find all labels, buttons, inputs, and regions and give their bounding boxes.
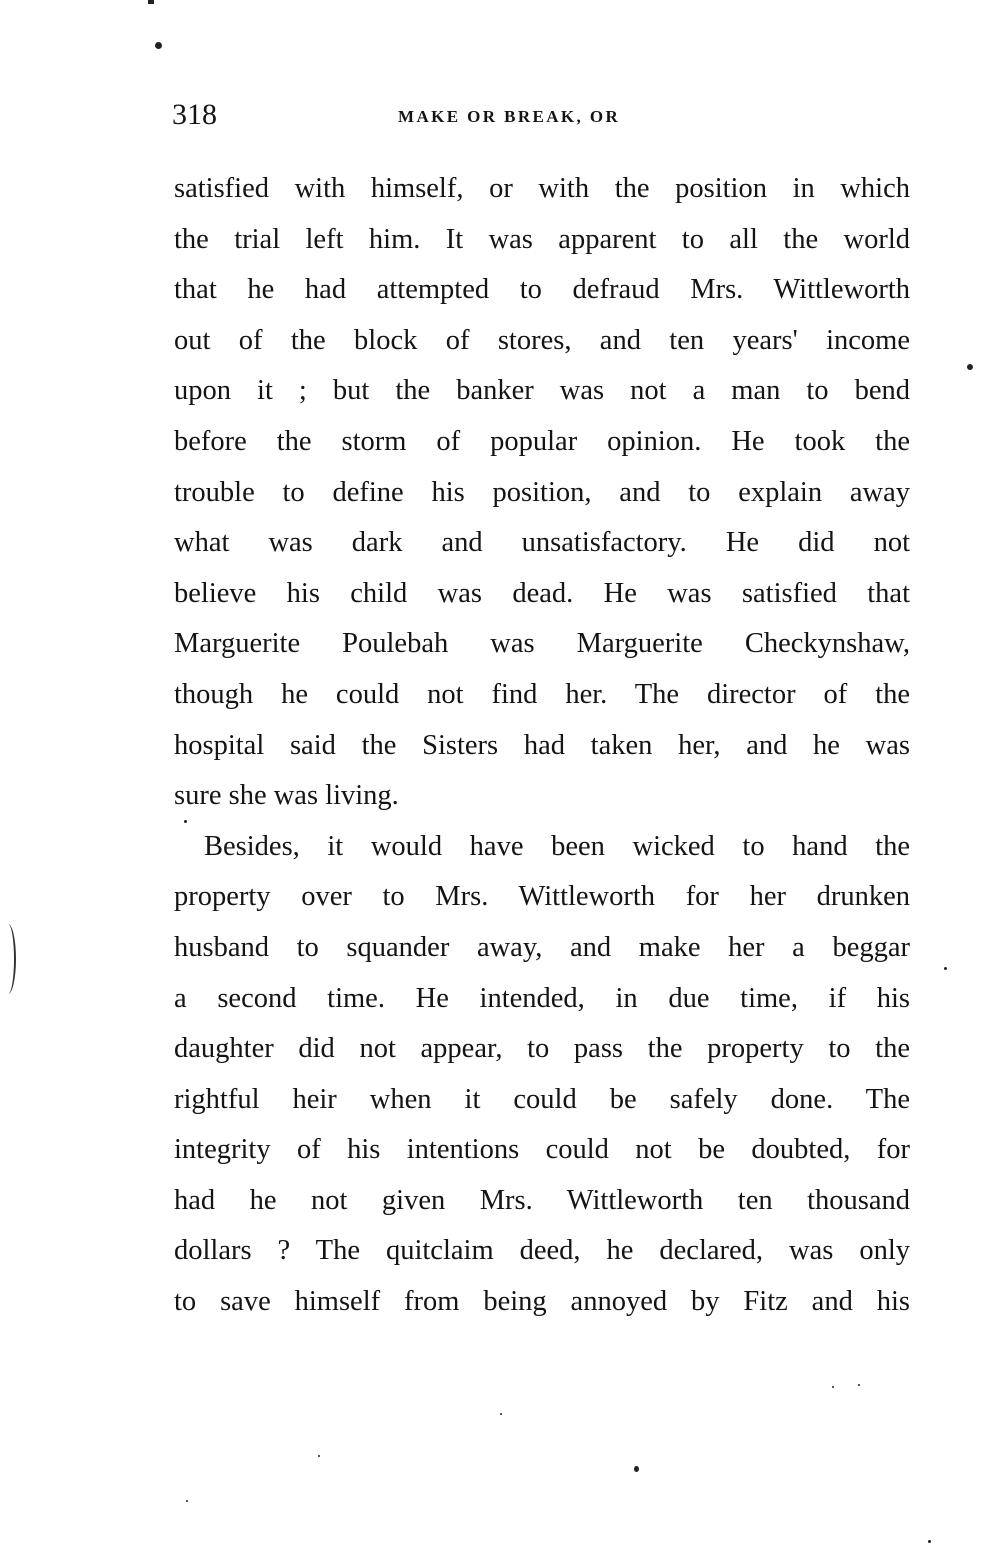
body-text <box>174 164 910 1328</box>
scan-speck <box>634 1466 639 1472</box>
scan-speck <box>858 1384 860 1386</box>
text-line: to save himself from being annoyed by Fitz and his <box>174 1286 910 1318</box>
text-line: dollars ? The quitclaim deed, he declared, was only <box>174 1235 910 1267</box>
paragraph-2 <box>174 822 910 1328</box>
scan-speck <box>318 1455 320 1457</box>
page-number: 318 <box>172 98 217 131</box>
text-line: believe his child was dead. He was satisfied that <box>174 577 910 609</box>
scan-speck <box>186 1500 188 1502</box>
text-line: trouble to define his position, and to explain away <box>174 476 910 508</box>
text-line: Besides, it would have been wicked to hand the <box>204 830 910 862</box>
text-line: upon it ; but the banker was not a man to bend <box>174 375 910 407</box>
text-line: integrity of his intentions could not be doubted, for <box>174 1134 910 1166</box>
scan-speck <box>184 820 187 823</box>
scan-speck <box>928 1540 931 1543</box>
page-header <box>172 95 912 135</box>
paragraph-1 <box>174 164 910 822</box>
text-line: hospital said the Sisters had taken her, and he was <box>174 729 910 761</box>
text-line: satisfied with himself, or with the position in which <box>174 173 910 204</box>
text-line: property over to Mrs. Wittleworth for her drunken <box>174 881 910 913</box>
text-line: a second time. He intended, in due time, if his <box>174 982 910 1014</box>
scan-speck <box>155 42 162 49</box>
scan-speck <box>832 1386 834 1388</box>
text-line: out of the block of stores, and ten years' income <box>174 324 910 356</box>
text-line: Marguerite Poulebah was Marguerite Checkynshaw, <box>174 628 910 660</box>
text-line: though he could not find her. The director of the <box>174 678 910 710</box>
text-line: had he not given Mrs. Wittleworth ten thousand <box>174 1184 910 1216</box>
text-line: husband to squander away, and make her a beggar <box>174 931 910 963</box>
scan-speck <box>944 967 947 970</box>
scan-speck <box>500 1413 502 1415</box>
text-line: before the storm of popular opinion. He took the <box>174 425 910 457</box>
scan-speck <box>967 364 973 370</box>
text-line: rightful heir when it could be safely done. The <box>174 1083 910 1115</box>
text-line: sure she was living. <box>174 780 399 812</box>
text-line: daughter did not appear, to pass the property to the <box>174 1033 910 1065</box>
running-head: MAKE OR BREAK, OR <box>398 107 621 126</box>
margin-mark <box>0 924 16 994</box>
text-line: what was dark and unsatisfactory. He did not <box>174 527 910 559</box>
text-line: the trial left him. It was apparent to all the world <box>174 223 910 255</box>
text-line: that he had attempted to defraud Mrs. Wittleworth <box>174 274 910 306</box>
scan-speck <box>148 0 154 4</box>
